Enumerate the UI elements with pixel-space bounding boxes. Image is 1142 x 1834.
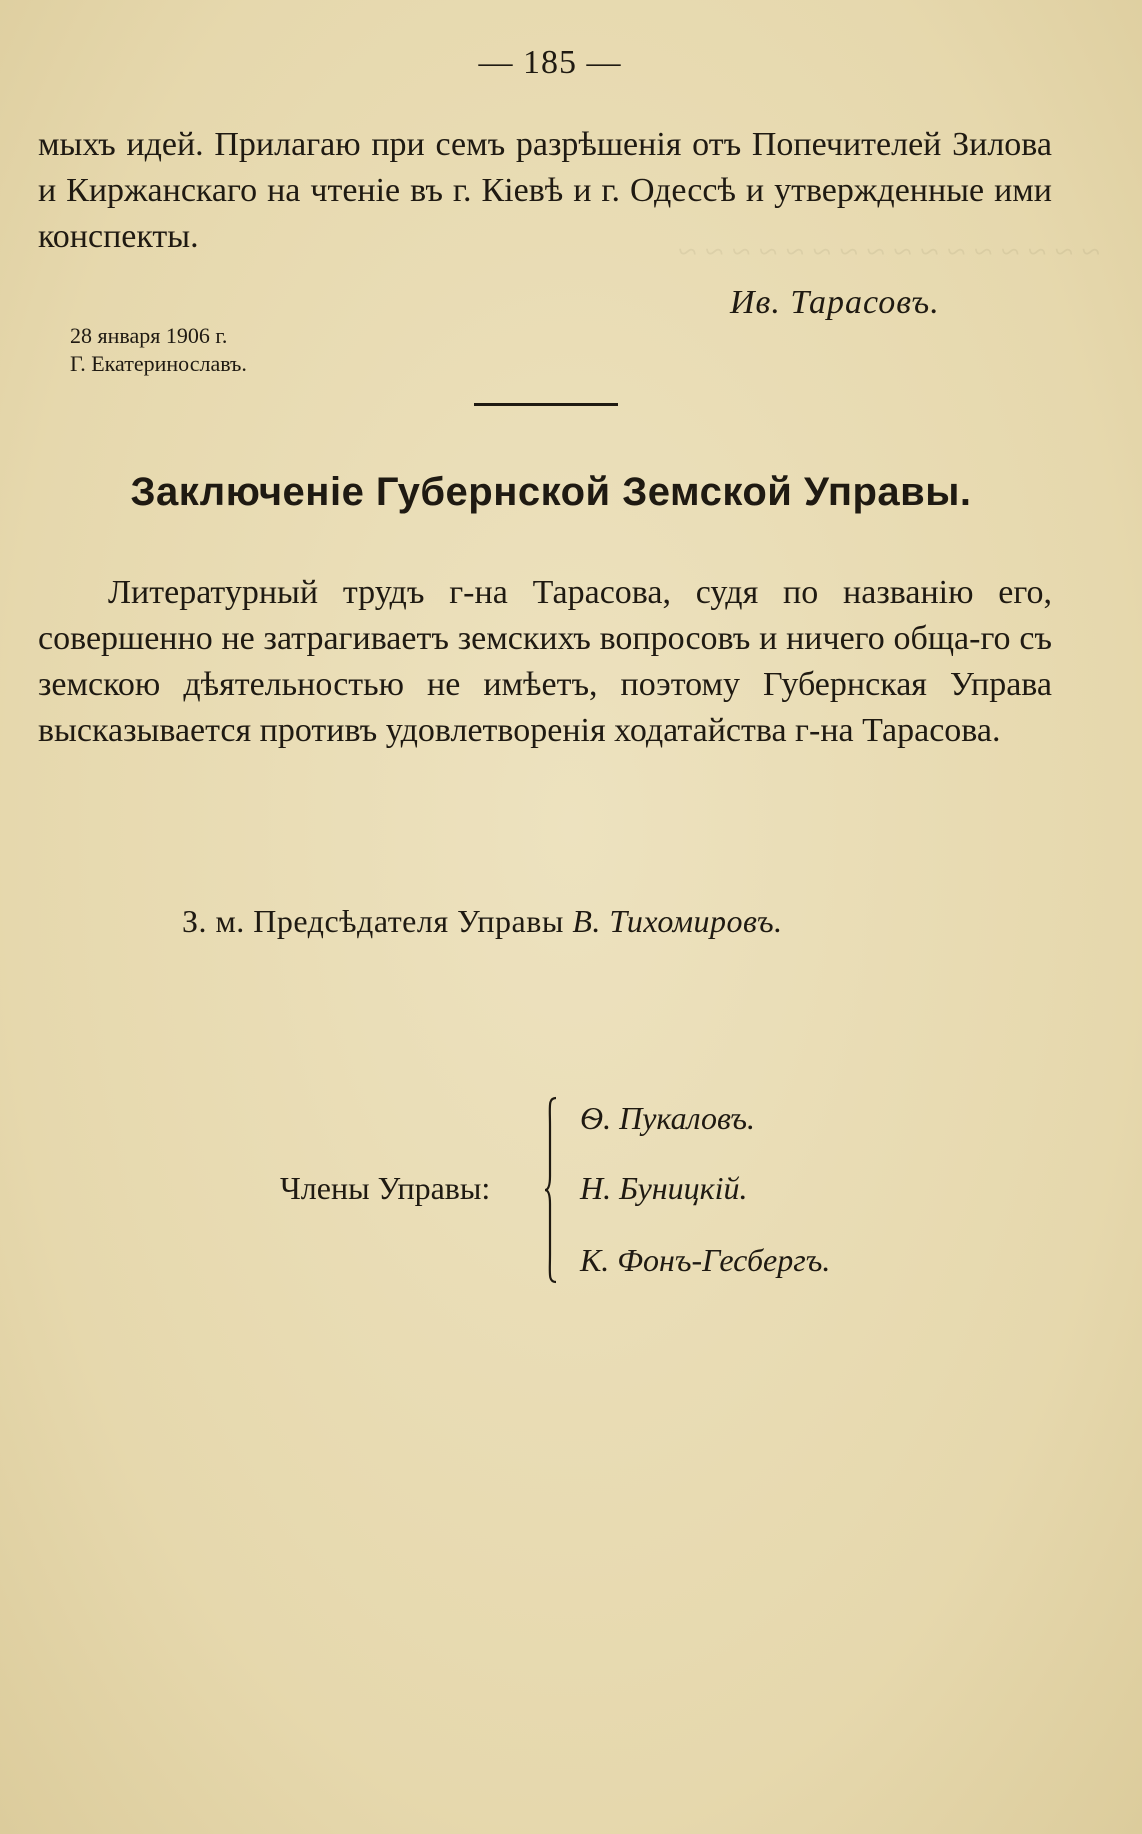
acting-chair-line xyxy=(182,903,783,940)
dateline-place: Г. Екатеринославъ. xyxy=(70,351,247,376)
members-label: Члены Управы: xyxy=(280,1170,491,1206)
member-pukalov: Ѳ. Пукаловъ. xyxy=(580,1100,756,1136)
acting-chair-title: З. м. Предсѣдателя Управы xyxy=(182,903,564,939)
dateline-date: 28 января 1906 г. xyxy=(70,323,228,348)
section-divider xyxy=(474,403,618,406)
main-paragraph: Литературный трудъ г-на Тарасова, судя по названію его, совершенно не затрагиваетъ земскихъ вопросовъ и ничего обща-го съ земскою дѣятельностью не имѣетъ, поэтому Губернская Управа высказывается противъ удовлетворенія ходатайства г-на Тарасова. xyxy=(38,574,1052,749)
top-paragraph: мыхъ идей. Прилагаю при семъ разрѣшенія отъ Попечителей Зилова и Киржанскаго на чтеніе въ г. Кіевѣ и г. Одессѣ и утвержденные ими конспекты. xyxy=(38,126,1052,255)
section-heading: Заключеніе Губернской Земской Управы. xyxy=(130,470,972,514)
curly-brace-icon xyxy=(544,1096,558,1284)
bleed-through-texture: ~ ~ ~ ~ ~ ~ ~ ~ ~ ~ ~ ~ ~ ~ ~ ~ xyxy=(678,234,1100,271)
member-bunitsky: Н. Буницкій. xyxy=(580,1170,748,1206)
page-number: — 185 — xyxy=(478,44,622,81)
dateline xyxy=(70,322,247,378)
member-fon-gesberg: К. Фонъ-Гесбергъ. xyxy=(580,1242,831,1278)
signature-tarasov: Ив. Тарасовъ. xyxy=(730,284,940,321)
acting-chair-name: В. Тихомировъ. xyxy=(572,903,783,939)
